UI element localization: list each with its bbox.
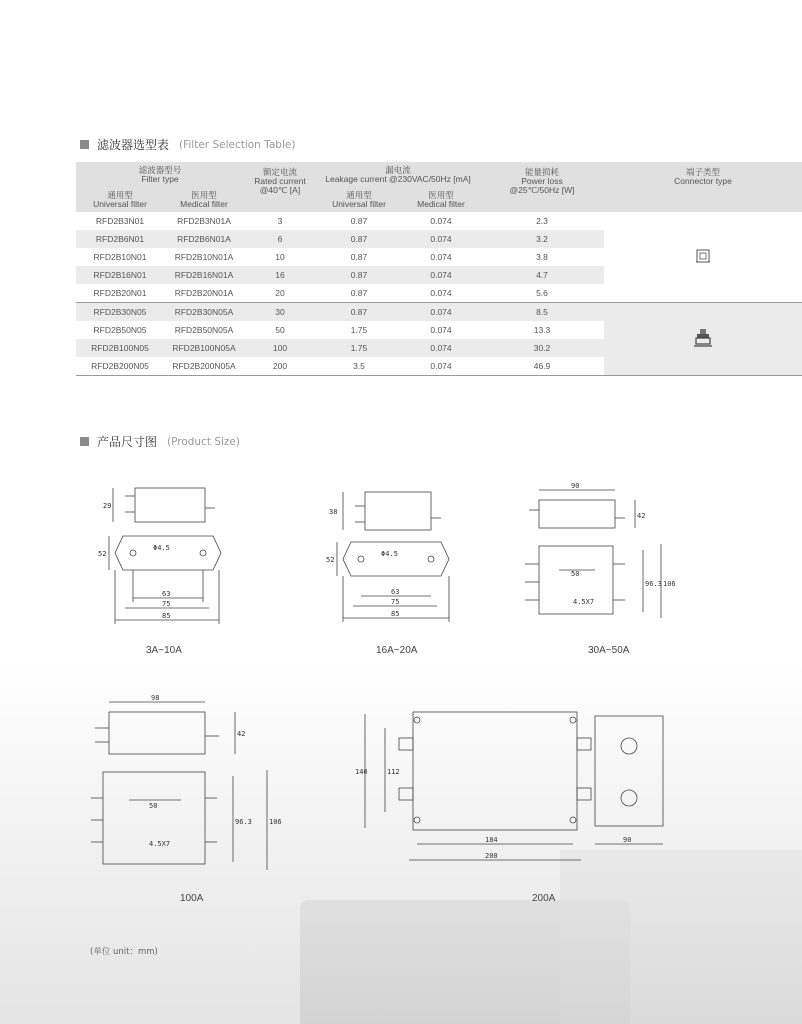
header-universal: 通用型 Universal filter (76, 188, 164, 212)
dim-height-2: 52 (98, 550, 107, 558)
connector-cell-bolt (604, 303, 802, 376)
header-leak-medical: 医用型 Medical filter (402, 188, 480, 212)
dim-width: 98 (151, 694, 160, 702)
screw-terminal-icon (695, 248, 711, 264)
dim-hole: Φ4.5 (153, 544, 170, 552)
drawing-label-3a-10a: 3A~10A (146, 645, 182, 656)
dim-vertical-2: 112 (387, 768, 400, 776)
header-filter-type: 滤波器型号 Filter type (76, 162, 244, 188)
dim-vertical-1: 140 (355, 768, 368, 776)
drawing-100a (85, 688, 280, 878)
dim-inner: 50 (149, 802, 158, 810)
table-row: RFD2B200N05 RFD2B200N05A 200 3.5 0.074 46.9 (76, 357, 802, 376)
dim-width-1: 63 (162, 590, 171, 598)
dim-width-1: 184 (485, 836, 498, 844)
header-leakage-current: 漏电流 Leakage current @230VAC/50Hz [mA] (316, 162, 480, 188)
drawing-16a-20a (325, 486, 455, 634)
table-row: RFD2B3N01 RFD2B3N01A 3 0.87 0.074 2.3 (76, 212, 802, 230)
connector-cell-screw (604, 212, 802, 303)
drawing-200a (355, 708, 665, 870)
section-title-product-size: 产品尺寸图 (Product Size) (80, 433, 240, 450)
dim-width-1: 63 (391, 588, 400, 596)
dim-vertical-2: 106 (269, 818, 282, 826)
header-medical: 医用型 Medical filter (164, 188, 244, 212)
section-title-selection: 滤波器选型表 (Filter Selection Table) (80, 136, 295, 153)
drawing-label-100a: 100A (180, 893, 204, 904)
dim-height: 42 (637, 512, 646, 520)
drawing-label-200a: 200A (532, 893, 556, 904)
unit-note: (单位 unit：mm) (90, 947, 158, 957)
table-row: RFD2B6N01 RFD2B6N01A 6 0.87 0.074 3.2 (76, 230, 802, 248)
dim-hole: Φ4.5 (381, 550, 398, 558)
dim-width-3: 85 (391, 610, 400, 618)
drawing-3a-10a (95, 478, 230, 638)
table-row: RFD2B16N01 RFD2B16N01A 16 0.87 0.074 4.7 (76, 266, 802, 284)
dim-height-2: 52 (326, 556, 335, 564)
dim-height: 42 (237, 730, 246, 738)
filter-selection-table (76, 162, 802, 376)
square-bullet-icon (80, 140, 89, 149)
square-bullet-icon (80, 437, 89, 446)
dim-width-3: 85 (162, 612, 171, 620)
dim-inner: 50 (571, 570, 580, 578)
table-row: RFD2B100N05 RFD2B100N05A 100 1.75 0.074 30.2 (76, 339, 802, 357)
header-power-loss: 能量损耗 Power loss @25℃/50Hz [W] (480, 162, 604, 212)
dim-width: 90 (571, 482, 580, 490)
drawing-label-16a-20a: 16A~20A (376, 645, 418, 656)
header-leak-universal: 通用型 Universal filter (316, 188, 402, 212)
dim-vertical-2: 106 (663, 580, 676, 588)
table-row: RFD2B50N05 RFD2B50N05A 50 1.75 0.074 13.3 (93, 325, 551, 335)
dim-height: 38 (329, 508, 338, 516)
dim-slot: 4.5X7 (573, 598, 595, 606)
dim-slot: 4.5X7 (149, 840, 171, 848)
dim-height: 29 (103, 502, 112, 510)
drawing-30a-50a (515, 478, 675, 628)
bolt-terminal-icon (694, 328, 712, 348)
table-row: RFD2B10N01 RFD2B10N01A 10 0.87 0.074 3.8 (93, 252, 548, 262)
dim-side: 90 (623, 836, 632, 844)
header-rated-current: 额定电流 Rated current @40℃ [A] (244, 162, 316, 212)
dim-vertical-1: 96.3 (235, 818, 252, 826)
dim-width-2: 200 (485, 852, 498, 860)
drawing-label-30a-50a: 30A~50A (588, 645, 630, 656)
header-connector-type: 端子类型 Connector type (604, 162, 802, 212)
table-row: RFD2B20N01 RFD2B20N01A 20 0.87 0.074 5.6 (76, 284, 802, 303)
background-product-photo-2 (560, 850, 802, 1024)
dim-width-2: 75 (391, 598, 400, 606)
table-row: RFD2B30N05 RFD2B30N05A 30 0.87 0.074 8.5 (76, 303, 802, 322)
dim-vertical-1: 96.3 (645, 580, 662, 588)
dim-width-2: 75 (162, 600, 171, 608)
